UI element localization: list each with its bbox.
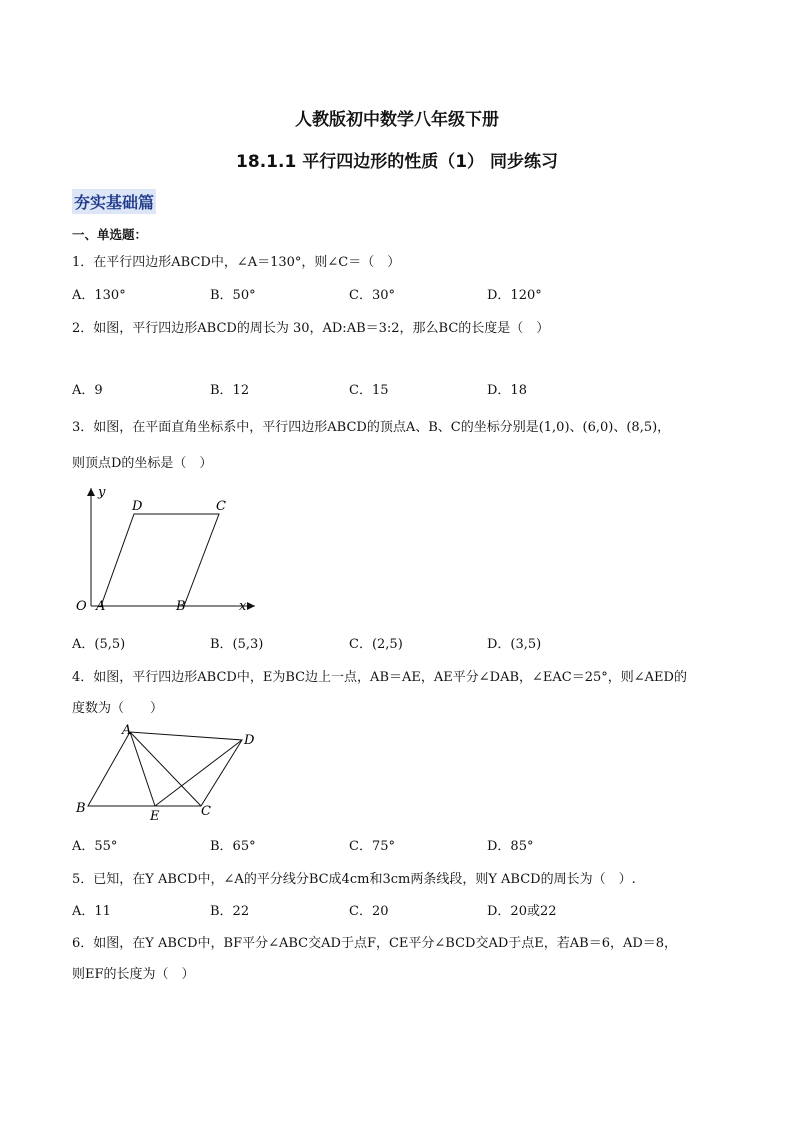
question-6-stem-continued: 则EF的长度为（ ）: [72, 967, 195, 982]
point-e-label: E: [150, 809, 160, 822]
vertex-a-label: A: [122, 723, 132, 738]
vertex-b-label: B: [76, 801, 86, 816]
question-5-option-b: B．22: [210, 904, 250, 919]
question-6-stem: 6．如图，在Y ABCD中，BF平分∠ABC交AD于点F，CE平分∠BCD交AD于点E，若AB＝6，AD＝8，: [72, 936, 678, 951]
question-3-option-c: C．(2,5): [349, 637, 403, 652]
question-4-option-c: C．75°: [349, 839, 395, 854]
vertex-d-label: D: [132, 499, 143, 514]
question-4-stem-continued: 度数为（ ）: [72, 701, 164, 716]
question-2-option-a: A．9: [72, 383, 103, 398]
x-axis-label: x: [239, 599, 247, 614]
question-1-option-a: A．130°: [72, 288, 126, 303]
question-5-option-d: D．20或22: [487, 904, 557, 919]
question-5-option-a: A．11: [72, 904, 111, 919]
vertex-b-label: B: [176, 599, 186, 614]
vertex-a-label: A: [96, 599, 106, 614]
page-subtitle: 18.1.1 平行四边形的性质（1） 同步练习: [236, 152, 558, 172]
page-title: 人教版初中数学八年级下册: [295, 110, 499, 130]
origin-label: O: [76, 599, 87, 614]
question-3-stem: 3．如图，在平面直角坐标系中，平行四边形ABCD的顶点A、B、C的坐标分别是(1,0)、(6,0)、(8,5)，: [72, 420, 671, 435]
parallelogram-aed-figure: [70, 722, 270, 822]
question-5-option-c: C．20: [349, 904, 389, 919]
y-axis-label: y: [98, 485, 106, 500]
question-3-stem-continued: 则顶点D的坐标是（ ）: [72, 456, 213, 471]
section-label: 夯实基础篇: [72, 189, 156, 214]
vertex-c-label: C: [216, 499, 226, 514]
vertex-c-label: C: [201, 804, 211, 819]
question-3-option-d: D．(3,5): [487, 637, 542, 652]
question-2-option-c: C．15: [349, 383, 389, 398]
question-1-option-d: D．120°: [487, 288, 542, 303]
question-4-option-b: B．65°: [210, 839, 256, 854]
question-4-option-a: A．55°: [72, 839, 118, 854]
question-4-option-d: D．85°: [487, 839, 534, 854]
question-2-option-b: B．12: [210, 383, 250, 398]
question-2-option-d: D．18: [487, 383, 527, 398]
question-1-option-c: C．30°: [349, 288, 395, 303]
question-1-option-b: B．50°: [210, 288, 256, 303]
question-3-option-b: B．(5,3): [210, 637, 264, 652]
coordinate-parallelogram-figure: [70, 480, 260, 620]
section-subheading: 一、单选题：: [72, 227, 148, 242]
question-3-option-a: A．(5,5): [72, 637, 126, 652]
question-4-stem: 4．如图，平行四边形ABCD中，E为BC边上一点，AB＝AE，AE平分∠DAB，∠EAC＝25°，则∠AED的: [72, 670, 687, 685]
question-2-stem: 2．如图，平行四边形ABCD的周长为 30，AD:AB＝3:2，那么BC的长度是（ ）: [72, 321, 550, 336]
vertex-d-label: D: [244, 733, 255, 748]
question-1-stem: 1．在平行四边形ABCD中，∠A＝130°，则∠C＝（ ）: [72, 255, 401, 270]
question-5-stem: 5．已知，在Y ABCD中，∠A的平分线分BC成4cm和3cm两条线段，则Y ABCD的周长为（ ）.: [72, 872, 636, 887]
